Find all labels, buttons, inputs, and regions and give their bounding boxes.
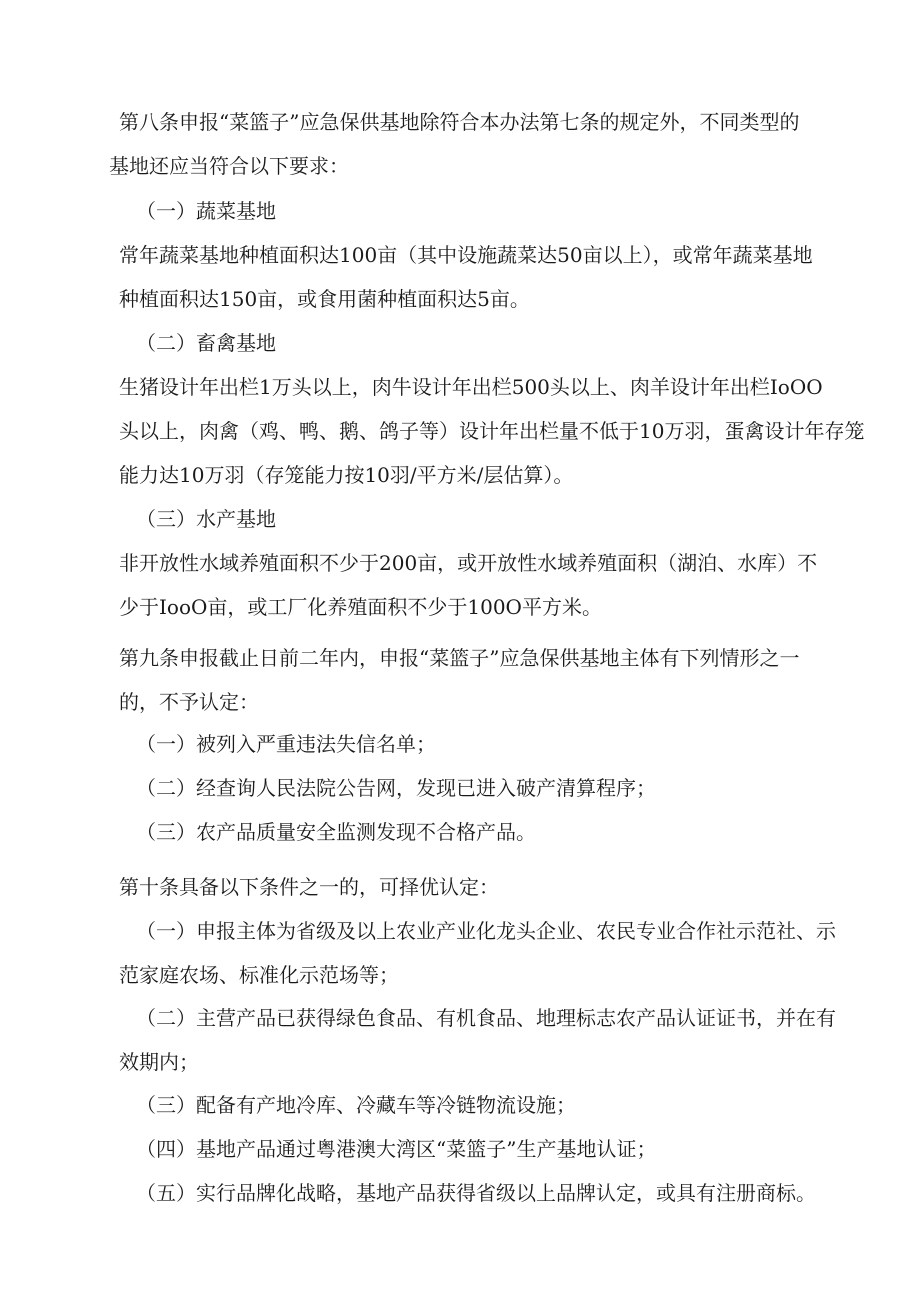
article-10-item-4-text: （四）基地产品通过粤港澳大湾区“菜篮子”生产基地认证； <box>136 1137 657 1161</box>
vegetable-base-heading-text: （一）蔬菜基地 <box>136 199 276 223</box>
article-10-item-5 <box>136 1171 846 1215</box>
article-9-item-3 <box>136 810 846 854</box>
article-8-intro-line-2: 基地还应当符合以下要求： <box>109 154 349 178</box>
article-9-item-1 <box>136 722 846 766</box>
article-10-item-4 <box>136 1127 846 1171</box>
livestock-base-heading-text: （二）畜禽基地 <box>136 331 276 355</box>
article-8-intro <box>109 100 829 188</box>
article-10-item-3 <box>136 1083 846 1127</box>
article-9-item-2-text: （二）经查询人民法院公告网，发现已进入破产清算程序； <box>136 776 656 800</box>
vegetable-base-text <box>119 233 829 321</box>
article-10-item-2 <box>119 996 836 1084</box>
article-10-item-1-line-1: （一）申报主体为省级及以上农业产业化龙头企业、农民专业合作社示范社、示 <box>136 919 836 943</box>
article-9-item-3-text: （三）农产品质量安全监测发现不合格产品。 <box>136 820 536 844</box>
article-9-item-1-text: （一）被列入严重违法失信名单； <box>136 732 436 756</box>
article-10-item-2-line-2: 效期内； <box>119 1050 199 1074</box>
article-10-item-2-line-1: （二）主营产品已获得绿色食品、有机食品、地理标志农产品认证证书，并在有 <box>136 1006 836 1030</box>
livestock-base-text-line-3: 能力达10万羽（存笼能力按10羽/平方米/层估算）。 <box>119 463 574 487</box>
livestock-base-heading <box>136 321 846 365</box>
article-8-intro-line-1: 第八条申报“菜篮子”应急保供基地除符合本办法第七条的规定外，不同类型的 <box>119 110 800 134</box>
vegetable-base-text-line-2: 种植面积达150亩，或食用菌种植面积达5亩。 <box>119 287 530 311</box>
article-10-item-1-line-2: 范家庭农场、标准化示范场等； <box>119 963 399 987</box>
vegetable-base-text-line-1: 常年蔬菜基地种植面积达100亩（其中设施蔬菜达50亩以上），或常年蔬菜基地 <box>119 243 813 267</box>
article-10-intro <box>119 865 829 909</box>
livestock-base-text-line-1: 生猪设计年出栏1万头以上，肉牛设计年出栏500头以上、肉羊设计年出栏IoOO <box>119 375 823 399</box>
livestock-base-text <box>119 365 865 497</box>
article-9-intro <box>119 636 829 724</box>
article-10-item-5-text: （五）实行品牌化战略，基地产品获得省级以上品牌认定，或具有注册商标。 <box>136 1181 816 1205</box>
article-10-item-1 <box>119 909 836 997</box>
article-9-intro-line-1: 第九条申报截止日前二年内，申报“菜篮子”应急保供基地主体有下列情形之一 <box>119 646 800 670</box>
aquatic-base-heading-text: （三）水产基地 <box>136 507 276 531</box>
article-10-intro-text: 第十条具备以下条件之一的，可择优认定： <box>119 875 499 899</box>
aquatic-base-text-line-1: 非开放性水域养殖面积不少于200亩，或开放性水域养殖面积（湖泊、水库）不 <box>119 551 818 575</box>
article-10-item-3-text: （三）配备有产地冷库、冷藏车等冷链物流设施； <box>136 1093 576 1117</box>
article-9-item-2 <box>136 766 846 810</box>
aquatic-base-text-line-2: 少于IooO亩，或工厂化养殖面积不少于100O平方米。 <box>119 595 602 619</box>
aquatic-base-text <box>119 541 829 629</box>
article-9-intro-line-2: 的，不予认定： <box>119 690 259 714</box>
aquatic-base-heading <box>136 497 846 541</box>
vegetable-base-heading <box>136 189 846 233</box>
livestock-base-text-line-2: 头以上，肉禽（鸡、鸭、鹅、鸽子等）设计年出栏量不低于10万羽，蛋禽设计年存笼 <box>119 419 865 443</box>
